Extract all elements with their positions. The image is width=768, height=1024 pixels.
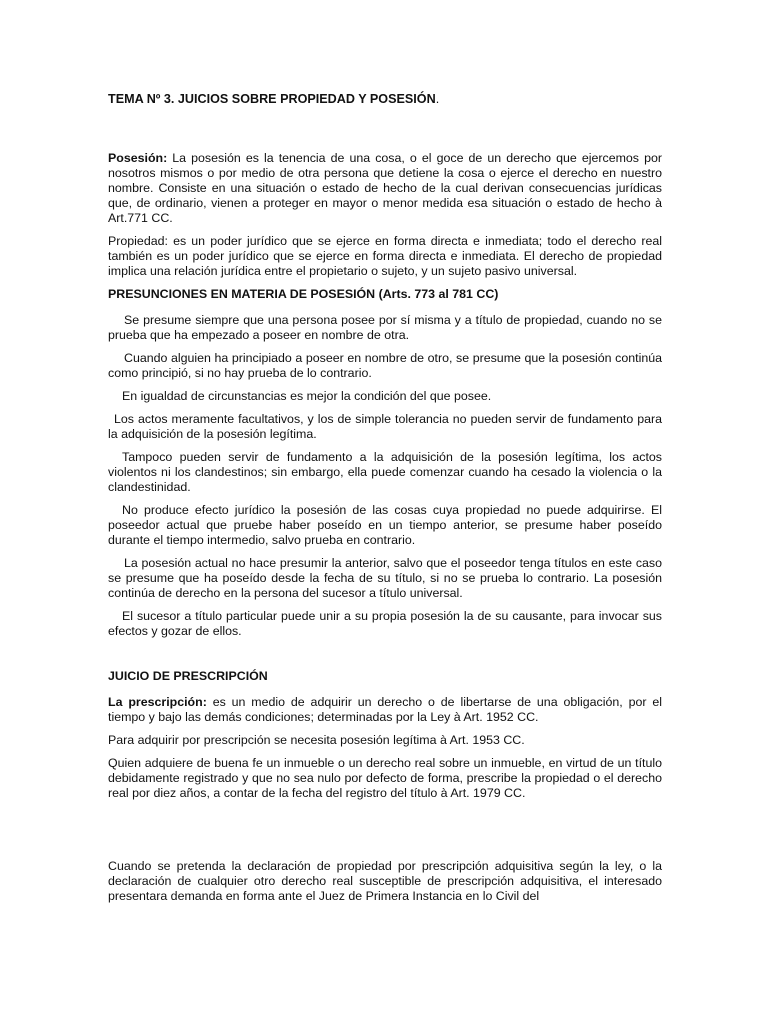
- presunciones-heading: PRESUNCIONES EN MATERIA DE POSESIÓN (Arts. 773 al 781 CC): [108, 287, 499, 301]
- document-title: TEMA Nº 3. JUICIOS SOBRE PROPIEDAD Y POSESIÓN.: [108, 92, 440, 106]
- prescripcion-paragraph: La prescripción: es un medio de adquirir un derecho o de libertarse de una obligación, por el tiempo y bajo las demás condiciones; determinadas por la Ley à Art. 1952 CC.: [108, 695, 662, 724]
- prescripcion-paragraph-3: Quien adquiere de buena fe un inmueble o un derecho real sobre un inmueble, en virtud de un título debidamente registrado y que no sea nulo por defecto de forma, prescribe la propiedad o el derecho real por diez años, a contar de la fecha del registro del título à Art. 1979 CC.: [108, 756, 662, 800]
- propiedad-paragraph: Propiedad: es un poder jurídico que se ejerce en forma directa e inmediata; todo el derecho real también es un poder jurídico que se ejerce en forma directa e inmediata. El derecho de propiedad implica una relación jurídica entre el propietario o sujeto, y un sujeto pasivo universal.: [108, 234, 662, 278]
- presuncion-paragraph: En igualdad de circunstancias es mejor la condición del que posee.: [122, 389, 492, 403]
- prescripcion-label: La prescripción:: [108, 695, 207, 709]
- document-body: [108, 92, 662, 904]
- posesion-label: Posesión:: [108, 151, 168, 165]
- posesion-paragraph: Posesión: La posesión es la tenencia de una cosa, o el goce de un derecho que ejercemos por nosotros mismos o por medio de otra persona que detiene la cosa o ejerce el derecho en nuestro nombre. Consiste en una situación o estado de hecho de la cual derivan consecuencias jurídicas que, de ordinario, vienen a proteger en mayor o menor medida esa situación o estado de hecho à Art.771 CC.: [108, 151, 662, 225]
- prescripcion-paragraph-4: Cuando se pretenda la declaración de propiedad por prescripción adquisitiva según la ley, o la declaración de cualquier otro derecho real susceptible de prescripción adquisitiva, el interesado presentara demanda en forma ante el Juez de Primera Instancia en lo Civil del: [108, 859, 662, 903]
- presuncion-paragraph: El sucesor a título particular puede unir a su propia posesión la de su causante, para invocar sus efectos y gozar de ellos.: [108, 609, 662, 638]
- presuncion-paragraph: Tampoco pueden servir de fundamento a la adquisición de la posesión legítima, los actos violentos ni los clandestinos; sin embargo, ella puede comenzar cuando ha cesado la violencia o la clandestinidad.: [108, 450, 662, 494]
- presuncion-paragraph: La posesión actual no hace presumir la anterior, salvo que el poseedor tenga títulos en este caso se presume que ha poseído desde la fecha de su título, si no se prueba lo contrario. La posesión continúa de derecho en la persona del sucesor a título universal.: [108, 556, 662, 600]
- presuncion-paragraph: Cuando alguien ha principiado a poseer en nombre de otro, se presume que la posesión continúa como principió, si no hay prueba de lo contrario.: [108, 351, 662, 380]
- presuncion-paragraph: Se presume siempre que una persona posee por sí misma y a título de propiedad, cuando no se prueba que ha empezado a poseer en nombre de otra.: [108, 313, 662, 342]
- prescripcion-heading: JUICIO DE PRESCRIPCIÓN: [108, 669, 268, 683]
- prescripcion-paragraph-2: Para adquirir por prescripción se necesita posesión legítima à Art. 1953 CC.: [108, 733, 525, 747]
- presuncion-paragraph: No produce efecto jurídico la posesión de las cosas cuya propiedad no puede adquirirse. El poseedor actual que pruebe haber poseído en un tiempo anterior, se presume haber poseído durante el tiempo intermedio, salvo prueba en contrario.: [108, 503, 662, 547]
- presuncion-paragraph: Los actos meramente facultativos, y los de simple tolerancia no pueden servir de fundamento para la adquisición de la posesión legítima.: [108, 412, 662, 441]
